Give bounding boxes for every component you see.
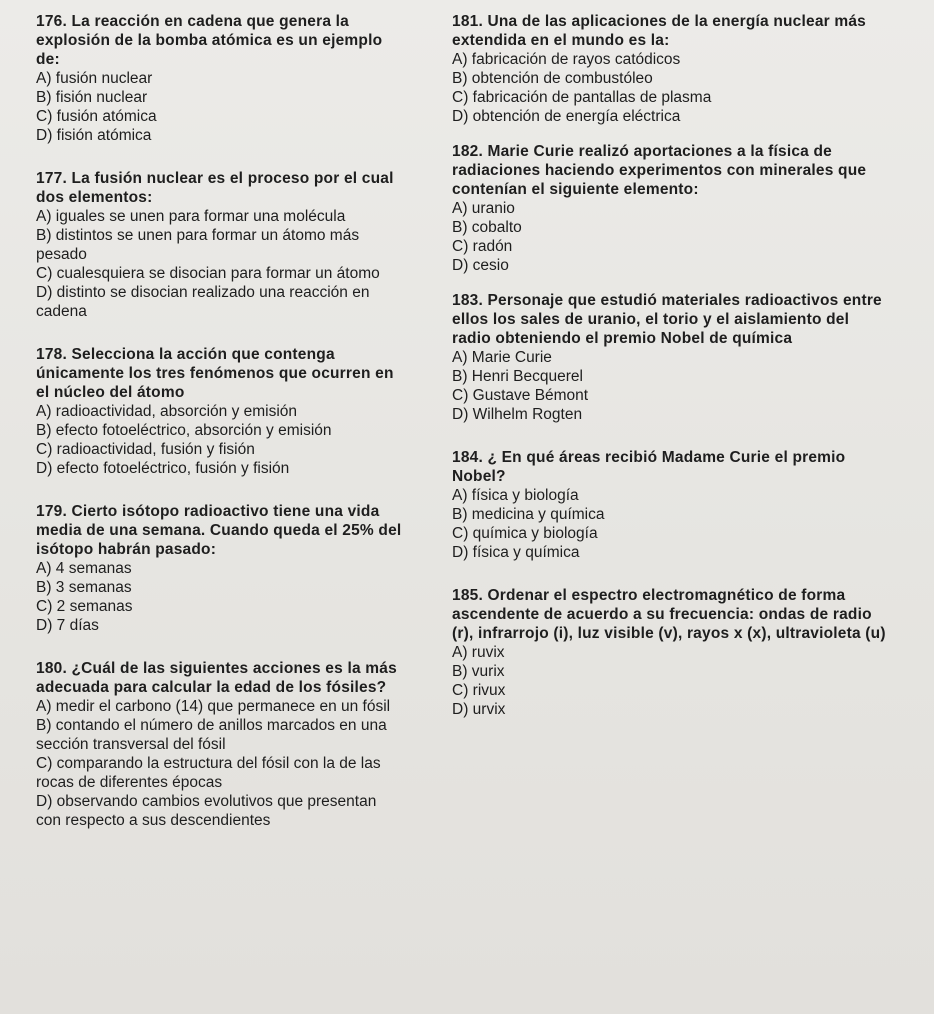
question-text: 183. Personaje que estudió materiales radioactivos entre ellos los sales de uranio, el torio y el aislamiento del radio obteniendo el premio Nobel de química	[452, 292, 882, 347]
option-c: C) fabricación de pantallas de plasma	[452, 89, 712, 106]
option-d: D) física y química	[452, 544, 580, 561]
option-c: C) química y biología	[452, 525, 598, 542]
question-178	[36, 345, 396, 478]
option-a: A) ruvix	[452, 644, 505, 661]
question-text: 178. Selecciona la acción que contenga únicamente los tres fenómenos que ocurren en el núcleo del átomo	[36, 346, 394, 401]
option-b: B) vurix	[452, 663, 505, 680]
question-text: 179. Cierto isótopo radioactivo tiene una vida media de una semana. Cuando queda el 25% del isótopo habrán pasado:	[36, 503, 402, 558]
option-a: A) uranio	[452, 200, 515, 217]
option-a: A) radioactividad, absorción y emisión	[36, 403, 298, 420]
option-b: B) medicina y química	[452, 506, 605, 523]
right-column	[452, 12, 922, 729]
option-c: C) comparando la estructura del fósil con la de las rocas de diferentes épocas	[36, 755, 381, 791]
question-181	[452, 12, 872, 126]
question-text: 177. La fusión nuclear es el proceso por el cual dos elementos:	[36, 170, 394, 206]
question-text: 182. Marie Curie realizó aportaciones a la física de radiaciones haciendo experimentos con minerales que contenían el siguiente elemento:	[452, 143, 867, 198]
option-d: D) Wilhelm Rogten	[452, 406, 583, 423]
option-c: C) rivux	[452, 682, 506, 699]
question-177	[36, 169, 411, 321]
option-d: D) urvix	[452, 701, 506, 718]
question-179	[36, 502, 406, 635]
option-b: B) contando el número de anillos marcados en una sección transversal del fósil	[36, 717, 387, 753]
left-column	[36, 12, 431, 840]
option-a: A) 4 semanas	[36, 560, 132, 577]
option-b: B) cobalto	[452, 219, 522, 236]
option-d: D) 7 días	[36, 617, 99, 634]
option-a: A) fusión nuclear	[36, 70, 153, 87]
question-182	[452, 142, 882, 275]
question-183	[452, 291, 892, 424]
option-d: D) efecto fotoeléctrico, fusión y fisión	[36, 460, 290, 477]
question-184	[452, 448, 872, 562]
option-b: B) fisión nuclear	[36, 89, 148, 106]
option-a: A) Marie Curie	[452, 349, 552, 366]
option-d: D) observando cambios evolutivos que presentan con respecto a sus descendientes	[36, 793, 377, 829]
question-180	[36, 659, 401, 830]
question-text: 176. La reacción en cadena que genera la explosión de la bomba atómica es un ejemplo de:	[36, 13, 383, 68]
option-b: B) Henri Becquerel	[452, 368, 583, 385]
option-a: A) fabricación de rayos catódicos	[452, 51, 681, 68]
question-185	[452, 586, 892, 719]
option-c: C) Gustave Bémont	[452, 387, 589, 404]
option-d: D) obtención de energía eléctrica	[452, 108, 681, 125]
option-b: B) obtención de combustóleo	[452, 70, 653, 87]
question-text: 184. ¿ En qué áreas recibió Madame Curie el premio Nobel?	[452, 449, 846, 485]
option-d: D) fisión atómica	[36, 127, 152, 144]
option-a: A) iguales se unen para formar una molécula	[36, 208, 346, 225]
question-text: 181. Una de las aplicaciones de la energía nuclear más extendida en el mundo es la:	[452, 13, 866, 49]
question-176	[36, 12, 406, 145]
option-a: A) medir el carbono (14) que permanece en un fósil	[36, 698, 391, 715]
option-c: C) radioactividad, fusión y fisión	[36, 441, 255, 458]
question-text: 185. Ordenar el espectro electromagnético de forma ascendente de acuerdo a su frecuencia: ondas de radio (r), infrarrojo (i), luz visible (v), rayos x (x), ultravioleta (u)	[452, 587, 886, 642]
option-b: B) distintos se unen para formar un átomo más pesado	[36, 227, 360, 263]
option-d: D) distinto se disocian realizado una reacción en cadena	[36, 284, 370, 320]
option-c: C) cualesquiera se disocian para formar un átomo	[36, 265, 380, 282]
option-c: C) 2 semanas	[36, 598, 133, 615]
option-a: A) física y biología	[452, 487, 579, 504]
question-text: 180. ¿Cuál de las siguientes acciones es la más adecuada para calcular la edad de los fósiles?	[36, 660, 397, 696]
option-c: C) radón	[452, 238, 513, 255]
option-b: B) 3 semanas	[36, 579, 132, 596]
option-c: C) fusión atómica	[36, 108, 157, 125]
option-d: D) cesio	[452, 257, 509, 274]
option-b: B) efecto fotoeléctrico, absorción y emisión	[36, 422, 332, 439]
